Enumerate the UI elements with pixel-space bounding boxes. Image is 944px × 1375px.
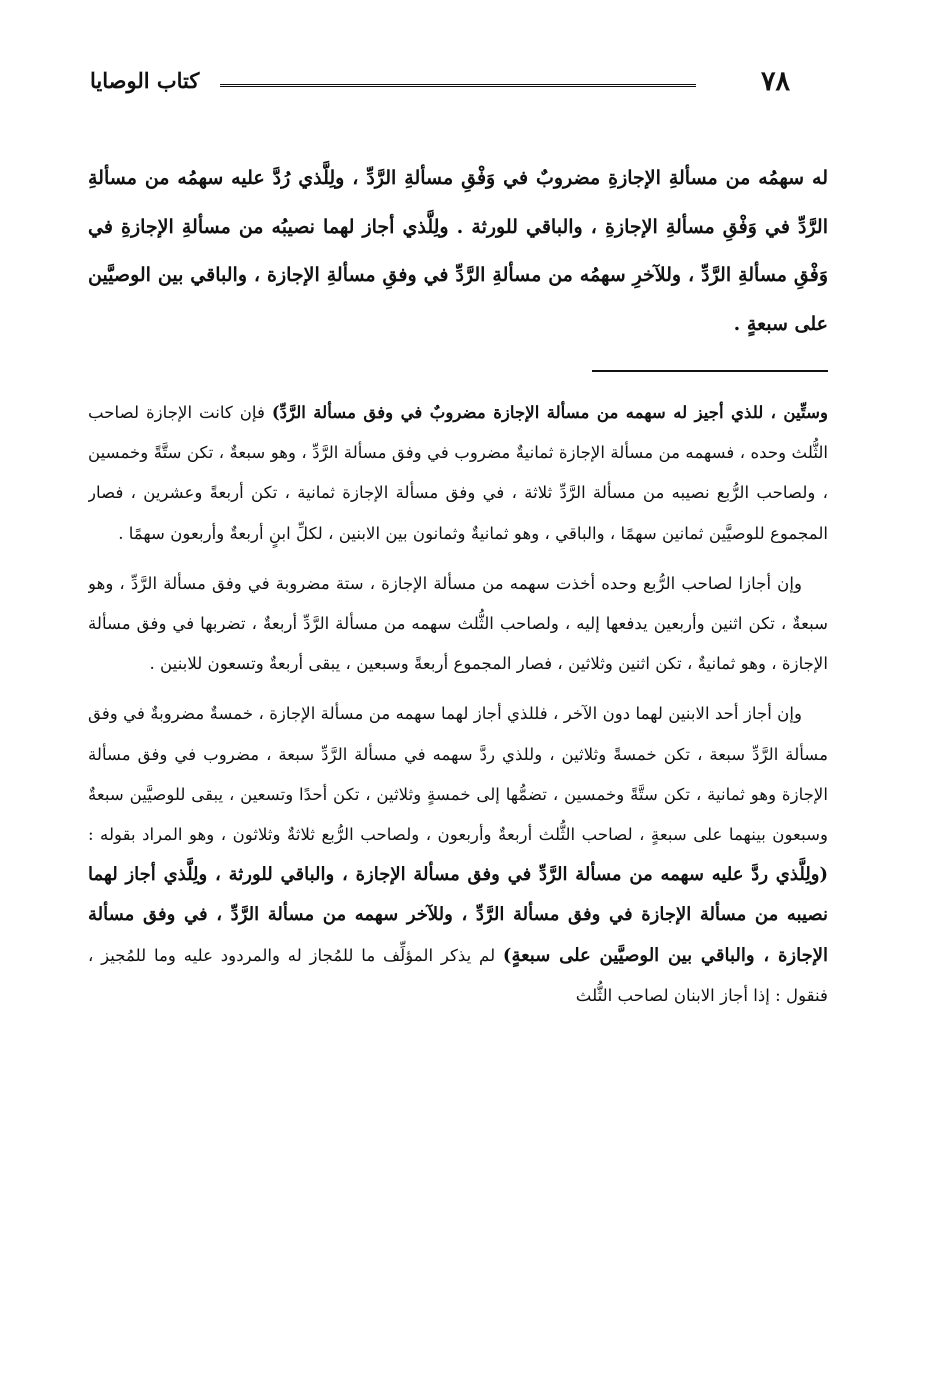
page-number: ٧٨ [760,66,790,97]
footnote-paragraph-3-tail: لم يذكر المؤلِّف ما للمُجاز له والمردود عليه وما للمُجيز ، فنقول : إذا أجاز الابنان لصاحب الثُّلث [88,945,828,1005]
main-text: له سهمُه من مسألةِ الإجازةِ مضروبٌ في وَفْقِ مسألةِ الرَّدِّ ، ولِلَّذي رُدَّ عليه سهمُه من مسألةِ الرَّدِّ في وَفْقِ مسألةِ الإجازةِ ، والباقي للورثة . ولِلَّذي أجاز لهما نصيبُه من مسألةِ الإجازةِ في وَفْقِ مسألةِ الرَّدِّ ، وللآخرِ سهمُه من مسألةِ الرَّدِّ في وفقِ مسألةِ الإجازة ، والباقي بين الوصيَّين على سبعةٍ . [88,167,828,335]
footnote-paragraph-3-body: وإن أجاز أحد الابنين لهما دون الآخر ، فللذي أجاز لهما سهمه من مسألة الإجازة ، خمسةٌ مضروبةٌ في وفق مسألة الرَّدِّ سبعة ، تكن خمسةً وثلاثين ، وللذي ردَّ سهمه في مسألة الرَّدِّ سبعة ، مضروب في وفق مسألة الإجازة وهو ثمانية ، تكن ستَّةً وخمسين ، تضمُّها إلى خمسةٍ وثلاثين ، تكن أحدًا وتسعين ، يبقى للوصيَّين سبعةٌ وسبعون بينهما على سبعةٍ ، لصاحب الثُّلث أربعةٌ وأربعون ، ولصاحب الرُّبع ثلاثةٌ وثلاثون ، وهو المراد بقوله : [88,704,828,845]
footnote-paragraph-1-body: فإن كانت الإجازة لصاحب الثُّلث وحده ، فسهمه من مسألة الإجازة ثمانيةٌ مضروب في وفق مسألة الرَّدِّ ، وهو سبعةٌ ، تكن ستَّةً وخمسين ، ولصاحب الرُّبع نصيبه من مسألة الرَّدِّ ثلاثة ، في وفق مسألة الإجازة ثمانية ، تكن أربعةً وعشرين ، فصار المجموع للوصيَّين ثمانين سهمًا ، والباقي ، وهو ثمانيةٌ وثمانون بين الابنين ، لكلِّ ابنٍ أربعةٌ وأربعون سهمًا . [88,403,828,543]
footnote-bold-quote: (ولِلَّذي ردَّ عليه سهمه من مسألة الرَّدِّ في وفق مسألة الإجازة ، والباقي للورثة ، ولِلَّذي أجاز لهما نصيبه من مسألة الإجازة في وفق مسألة الرَّدِّ ، وللآخر سهمه من مسألة الرَّدِّ ، في وفق مسألة الإجازة ، والباقي بين الوصيَّين على سبعةٍ) [88,864,828,966]
book-page [88,62,828,1322]
footnote-paragraph-3 [88,694,828,1016]
running-header [88,62,828,114]
footnote-separator [592,370,828,372]
header-rule [220,84,696,90]
footnote-commentary [88,392,828,1016]
footnote-paragraph-2: وإن أجازا لصاحب الرُّبع وحده أخذت سهمه من مسألة الإجازة ، ستة مضروبة في وفق مسألة الرَّدِّ ، وهو سبعةٌ ، تكن اثنين وأربعين يدفعها إليه ، ولصاحب الثُّلث سهمه من مسألة الرَّدِّ أربعةٌ ، تضربها في وفق مسألة الإجازة ، وهو ثمانيةٌ ، تكن اثنين وثلاثين ، فصار المجموع أربعةً وسبعين ، يبقى أربعةٌ وتسعون للابنين . [88,573,828,674]
footnote-paragraph-1 [88,392,828,554]
footnote-lead-quote: وستِّين ، للذي أجيز له سهمه من مسألة الإجازة مضروبٌ في وفق مسألة الرَّدِّ) [271,402,828,422]
book-title: كتاب الوصايا [90,68,200,93]
